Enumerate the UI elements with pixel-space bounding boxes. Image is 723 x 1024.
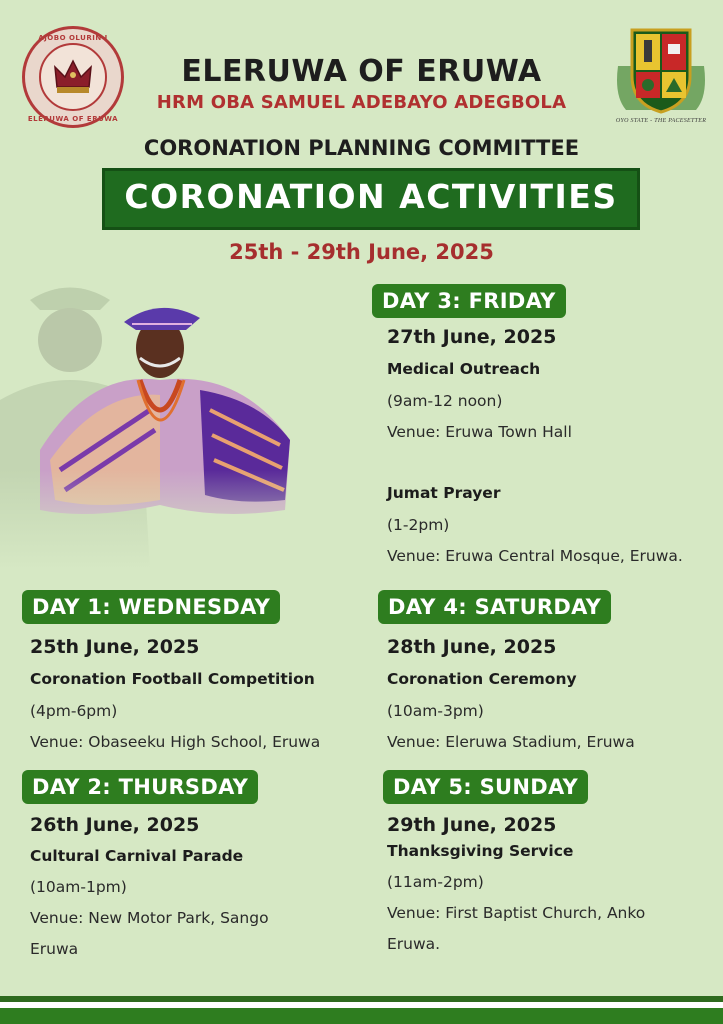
day5-venue-line1: Venue: First Baptist Church, Anko xyxy=(387,904,646,922)
day4-label: DAY 4: SATURDAY xyxy=(378,590,611,624)
day4-time: (10am-3pm) xyxy=(387,702,484,720)
day1-label: DAY 1: WEDNESDAY xyxy=(22,590,280,624)
day1-event: Coronation Football Competition xyxy=(30,670,315,688)
day5-time: (11am-2pm) xyxy=(387,873,484,891)
monarch-name: HRM OBA SAMUEL ADEBAYO ADEGBOLA xyxy=(156,92,567,113)
day2-event: Cultural Carnival Parade xyxy=(30,847,244,865)
day2-label: DAY 2: THURSDAY xyxy=(22,770,258,804)
day3-event1: Medical Outreach xyxy=(387,360,541,378)
day1-time: (4pm-6pm) xyxy=(30,702,118,720)
day5-event: Thanksgiving Service xyxy=(387,842,574,860)
day5-label: DAY 5: SUNDAY xyxy=(383,770,588,804)
day2-venue-line1: Venue: New Motor Park, Sango xyxy=(30,909,269,927)
day3-event2: Jumat Prayer xyxy=(387,484,501,502)
day4-date: 28th June, 2025 xyxy=(387,636,557,658)
day1-date: 25th June, 2025 xyxy=(30,636,200,658)
day2-date: 26th June, 2025 xyxy=(30,814,200,836)
day3-venue1: Venue: Eruwa Town Hall xyxy=(387,423,572,441)
day3-venue2: Venue: Eruwa Central Mosque, Eruwa. xyxy=(387,547,683,565)
event-dates: 25th - 29th June, 2025 xyxy=(229,240,494,264)
day3-date: 27th June, 2025 xyxy=(387,326,557,348)
day5-venue-line2: Eruwa. xyxy=(387,935,441,953)
day3-time1: (9am-12 noon) xyxy=(387,392,503,410)
day1-venue: Venue: Obaseeku High School, Eruwa xyxy=(30,733,321,751)
seal-top-text: AJOBO OLURIN I xyxy=(38,34,108,42)
day2-time: (10am-1pm) xyxy=(30,878,127,896)
day3-label: DAY 3: FRIDAY xyxy=(372,284,566,318)
activities-banner: CORONATION ACTIVITIES xyxy=(102,168,640,230)
crest-caption: OYO STATE - THE PACESETTER xyxy=(615,118,707,124)
day5-date: 29th June, 2025 xyxy=(387,814,557,836)
day4-event: Coronation Ceremony xyxy=(387,670,577,688)
day4-venue: Venue: Eleruwa Stadium, Eruwa xyxy=(387,733,635,751)
day3-time2: (1-2pm) xyxy=(387,516,450,534)
footer-stripe-bottom xyxy=(0,1008,723,1024)
seal-bottom-text: ELERUWA OF ERUWA xyxy=(27,115,119,123)
page-title: ELERUWA OF ERUWA xyxy=(181,54,542,89)
monarch-portrait xyxy=(0,270,330,570)
day2-venue-line2: Eruwa xyxy=(30,940,79,958)
committee-heading: CORONATION PLANNING COMMITTEE xyxy=(143,136,580,160)
